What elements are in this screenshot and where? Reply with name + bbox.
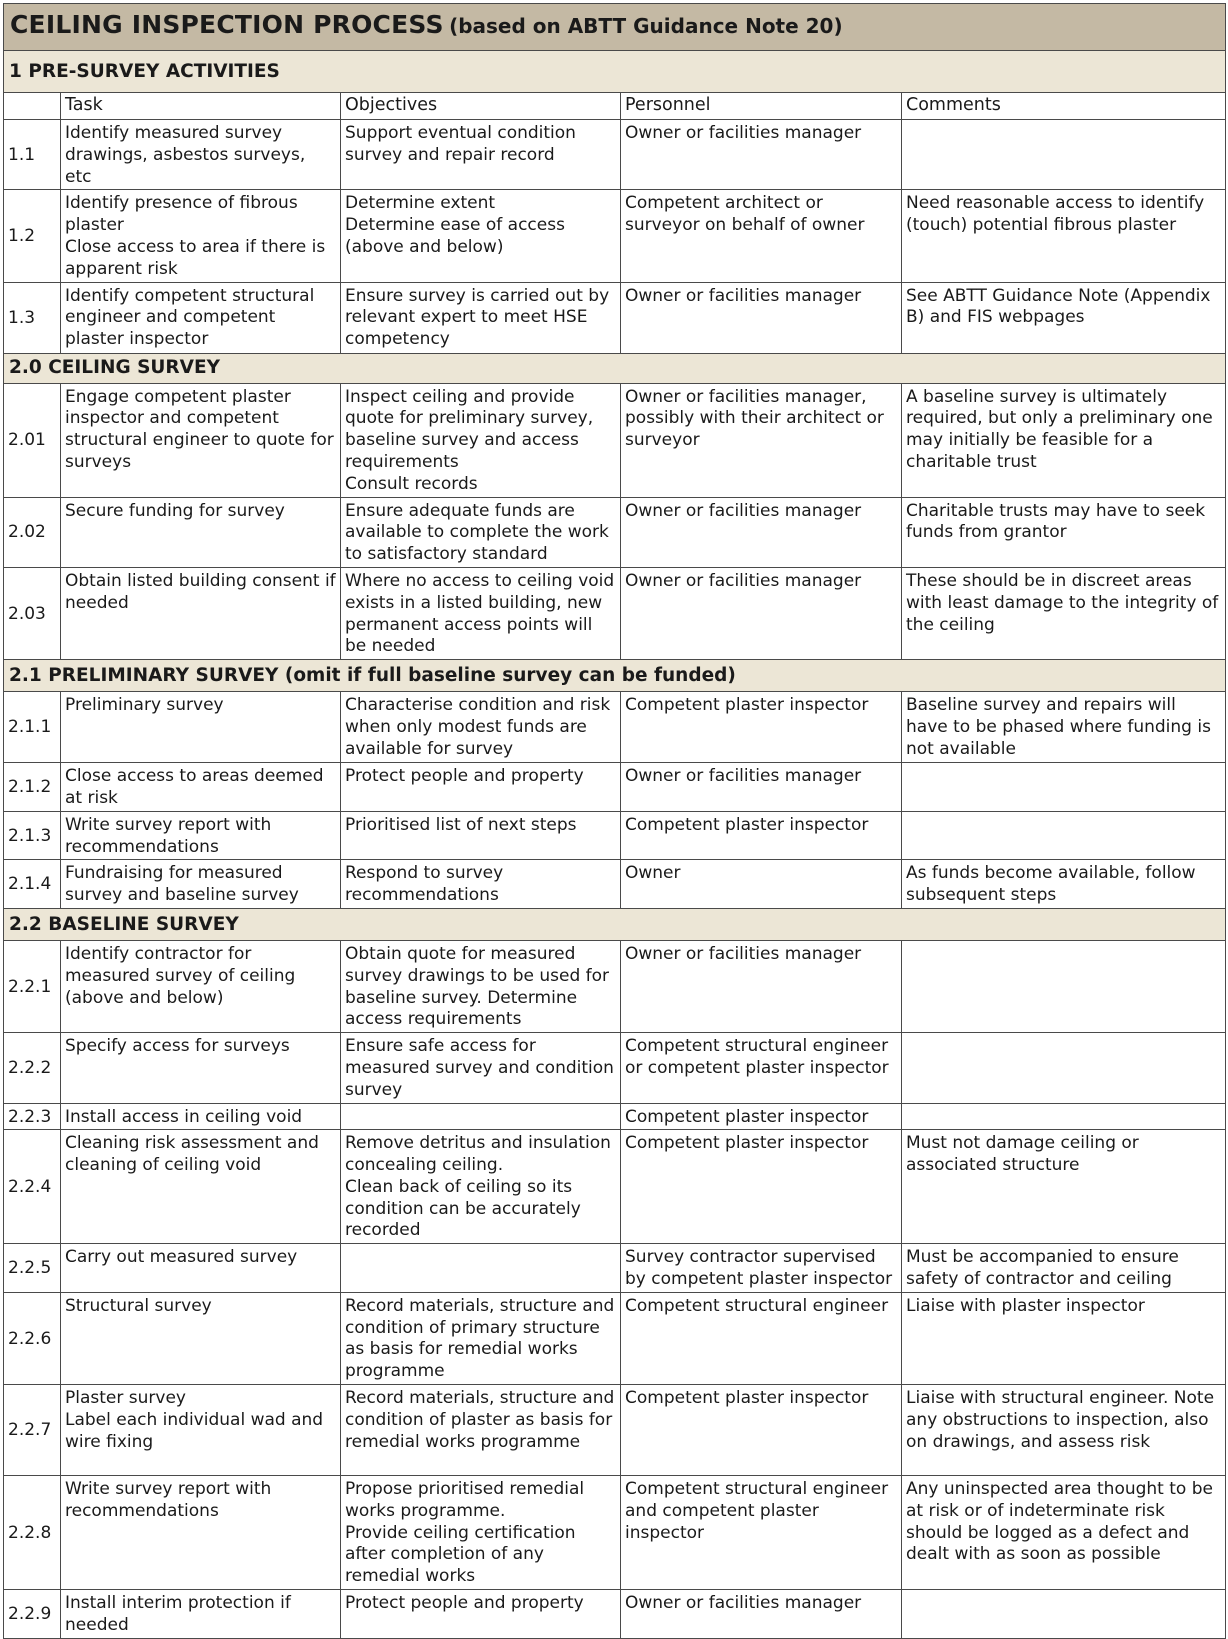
section-heading: 2.1 PRELIMINARY SURVEY (omit if full baseline survey can be funded) <box>4 660 1226 692</box>
objectives-cell: Record materials, structure and condition of primary structure as basis for remedial works programme <box>341 1292 621 1384</box>
row-number: 1.2 <box>4 190 61 282</box>
task-cell: Structural survey <box>61 1292 341 1384</box>
table-row <box>4 1103 1226 1130</box>
comments-cell: Must not damage ceiling or associated structure <box>902 1130 1226 1244</box>
objectives-cell <box>341 1244 621 1293</box>
row-number: 2.03 <box>4 567 61 659</box>
column-header: Comments <box>902 93 1226 120</box>
task-cell: Specify access for surveys <box>61 1033 341 1103</box>
title-sub: (based on ABTT Guidance Note 20) <box>449 14 843 39</box>
table-row <box>4 1244 1226 1293</box>
objectives-cell <box>341 1103 621 1130</box>
row-number: 2.1.3 <box>4 811 61 860</box>
personnel-cell: Owner or facilities manager <box>621 567 902 659</box>
row-number: 1.1 <box>4 120 61 190</box>
task-cell: Identify measured survey drawings, asbestos surveys, etc <box>61 120 341 190</box>
objectives-cell: Respond to survey recommendations <box>341 860 621 909</box>
row-number: 2.2.7 <box>4 1385 61 1476</box>
table-row <box>4 1385 1226 1476</box>
table-row <box>4 282 1226 353</box>
objectives-cell: Protect people and property <box>341 1590 621 1639</box>
page-title <box>4 4 1226 51</box>
row-number: 2.2.8 <box>4 1476 61 1590</box>
comments-cell: Liaise with structural engineer. Note any obstructions to inspection, also on drawings, and assess risk <box>902 1385 1226 1476</box>
objectives-cell: Prioritised list of next steps <box>341 811 621 860</box>
table-row <box>4 383 1226 497</box>
row-number: 2.2.3 <box>4 1103 61 1130</box>
objectives-cell: Protect people and property <box>341 763 621 812</box>
personnel-cell: Owner or facilities manager <box>621 1590 902 1639</box>
objectives-cell: Ensure safe access for measured survey and condition survey <box>341 1033 621 1103</box>
objectives-cell: Characterise condition and risk when only modest funds are available for survey <box>341 692 621 763</box>
row-number: 2.2.6 <box>4 1292 61 1384</box>
task-cell: Cleaning risk assessment and cleaning of ceiling void <box>61 1130 341 1244</box>
task-cell: Carry out measured survey <box>61 1244 341 1293</box>
comments-cell <box>902 1033 1226 1103</box>
comments-cell: Charitable trusts may have to seek funds from grantor <box>902 497 1226 567</box>
objectives-cell: Record materials, structure and condition of plaster as basis for remedial works programme <box>341 1385 621 1476</box>
row-number: 1.3 <box>4 282 61 353</box>
comments-cell: Any uninspected area thought to be at risk or of indeterminate risk should be logged as a defect and dealt with as soon as possible <box>902 1476 1226 1590</box>
task-cell: Plaster survey Label each individual wad and wire fixing <box>61 1385 341 1476</box>
objectives-cell: Support eventual condition survey and repair record <box>341 120 621 190</box>
task-cell: Write survey report with recommendations <box>61 811 341 860</box>
section-row <box>4 908 1226 940</box>
section-row <box>4 51 1226 93</box>
table-body <box>4 4 1226 1639</box>
table-row <box>4 811 1226 860</box>
comments-cell: Baseline survey and repairs will have to be phased where funding is not available <box>902 692 1226 763</box>
row-number: 2.2.5 <box>4 1244 61 1293</box>
task-cell: Install access in ceiling void <box>61 1103 341 1130</box>
task-cell: Fundraising for measured survey and baseline survey <box>61 860 341 909</box>
row-number: 2.2.1 <box>4 940 61 1032</box>
personnel-cell: Owner or facilities manager, possibly with their architect or surveyor <box>621 383 902 497</box>
comments-cell: See ABTT Guidance Note (Appendix B) and FIS webpages <box>902 282 1226 353</box>
objectives-cell: Where no access to ceiling void exists in a listed building, new permanent access points will be needed <box>341 567 621 659</box>
comments-cell: As funds become available, follow subsequent steps <box>902 860 1226 909</box>
personnel-cell: Owner or facilities manager <box>621 940 902 1032</box>
section-row <box>4 353 1226 383</box>
comments-cell <box>902 1590 1226 1639</box>
table-row <box>4 692 1226 763</box>
comments-cell: A baseline survey is ultimately required, but only a preliminary one may initially be feasible for a charitable trust <box>902 383 1226 497</box>
personnel-cell: Owner <box>621 860 902 909</box>
task-cell: Obtain listed building consent if needed <box>61 567 341 659</box>
comments-cell <box>902 1103 1226 1130</box>
task-cell: Close access to areas deemed at risk <box>61 763 341 812</box>
comments-cell: Need reasonable access to identify (touch) potential fibrous plaster <box>902 190 1226 282</box>
row-number: 2.1.4 <box>4 860 61 909</box>
row-number: 2.2.4 <box>4 1130 61 1244</box>
column-header <box>4 93 61 120</box>
task-cell: Install interim protection if needed <box>61 1590 341 1639</box>
objectives-cell: Determine extent Determine ease of access (above and below) <box>341 190 621 282</box>
table-row <box>4 763 1226 812</box>
objectives-cell: Remove detritus and insulation concealing ceiling. Clean back of ceiling so its condition can be accurately recorded <box>341 1130 621 1244</box>
personnel-cell: Competent plaster inspector <box>621 1130 902 1244</box>
section-heading: 2.2 BASELINE SURVEY <box>4 908 1226 940</box>
comments-cell: Liaise with plaster inspector <box>902 1292 1226 1384</box>
personnel-cell: Survey contractor supervised by competent plaster inspector <box>621 1244 902 1293</box>
title-row <box>4 4 1226 51</box>
comments-cell: Must be accompanied to ensure safety of contractor and ceiling <box>902 1244 1226 1293</box>
column-header: Personnel <box>621 93 902 120</box>
table-row <box>4 567 1226 659</box>
table-row <box>4 1590 1226 1639</box>
section-heading: 1 PRE-SURVEY ACTIVITIES <box>4 51 1226 93</box>
inspection-table-container <box>3 3 1225 1639</box>
personnel-cell: Competent structural engineer or competent plaster inspector <box>621 1033 902 1103</box>
section-row <box>4 660 1226 692</box>
row-number: 2.2.9 <box>4 1590 61 1639</box>
personnel-cell: Owner or facilities manager <box>621 120 902 190</box>
comments-cell <box>902 811 1226 860</box>
personnel-cell: Competent architect or surveyor on behalf of owner <box>621 190 902 282</box>
objectives-cell: Ensure adequate funds are available to complete the work to satisfactory standard <box>341 497 621 567</box>
comments-cell <box>902 120 1226 190</box>
personnel-cell: Owner or facilities manager <box>621 763 902 812</box>
task-cell: Secure funding for survey <box>61 497 341 567</box>
task-cell: Engage competent plaster inspector and competent structural engineer to quote for surveys <box>61 383 341 497</box>
table-row <box>4 1476 1226 1590</box>
objectives-cell: Inspect ceiling and provide quote for preliminary survey, baseline survey and access requirements Consult records <box>341 383 621 497</box>
title-main: CEILING INSPECTION PROCESS <box>10 10 444 40</box>
task-cell: Preliminary survey <box>61 692 341 763</box>
section-heading: 2.0 CEILING SURVEY <box>4 353 1226 383</box>
personnel-cell: Owner or facilities manager <box>621 497 902 567</box>
column-header-row <box>4 93 1226 120</box>
table-row <box>4 497 1226 567</box>
comments-cell <box>902 763 1226 812</box>
personnel-cell: Competent plaster inspector <box>621 811 902 860</box>
table-row <box>4 940 1226 1032</box>
comments-cell: These should be in discreet areas with least damage to the integrity of the ceiling <box>902 567 1226 659</box>
personnel-cell: Competent plaster inspector <box>621 1385 902 1476</box>
column-header: Task <box>61 93 341 120</box>
table-row <box>4 190 1226 282</box>
personnel-cell: Owner or facilities manager <box>621 282 902 353</box>
task-cell: Write survey report with recommendations <box>61 1476 341 1590</box>
inspection-table <box>3 3 1226 1639</box>
row-number: 2.1.2 <box>4 763 61 812</box>
task-cell: Identify competent structural engineer and competent plaster inspector <box>61 282 341 353</box>
objectives-cell: Obtain quote for measured survey drawings to be used for baseline survey. Determine access requirements <box>341 940 621 1032</box>
table-row <box>4 860 1226 909</box>
row-number: 2.01 <box>4 383 61 497</box>
objectives-cell: Ensure survey is carried out by relevant expert to meet HSE competency <box>341 282 621 353</box>
row-number: 2.1.1 <box>4 692 61 763</box>
personnel-cell: Competent structural engineer and competent plaster inspector <box>621 1476 902 1590</box>
personnel-cell: Competent plaster inspector <box>621 692 902 763</box>
comments-cell <box>902 940 1226 1032</box>
row-number: 2.2.2 <box>4 1033 61 1103</box>
table-row <box>4 120 1226 190</box>
personnel-cell: Competent structural engineer <box>621 1292 902 1384</box>
table-row <box>4 1033 1226 1103</box>
personnel-cell: Competent plaster inspector <box>621 1103 902 1130</box>
table-row <box>4 1130 1226 1244</box>
objectives-cell: Propose prioritised remedial works programme. Provide ceiling certification after completion of any remedial works <box>341 1476 621 1590</box>
column-header: Objectives <box>341 93 621 120</box>
table-row <box>4 1292 1226 1384</box>
row-number: 2.02 <box>4 497 61 567</box>
task-cell: Identify presence of fibrous plaster Close access to area if there is apparent risk <box>61 190 341 282</box>
task-cell: Identify contractor for measured survey of ceiling (above and below) <box>61 940 341 1032</box>
